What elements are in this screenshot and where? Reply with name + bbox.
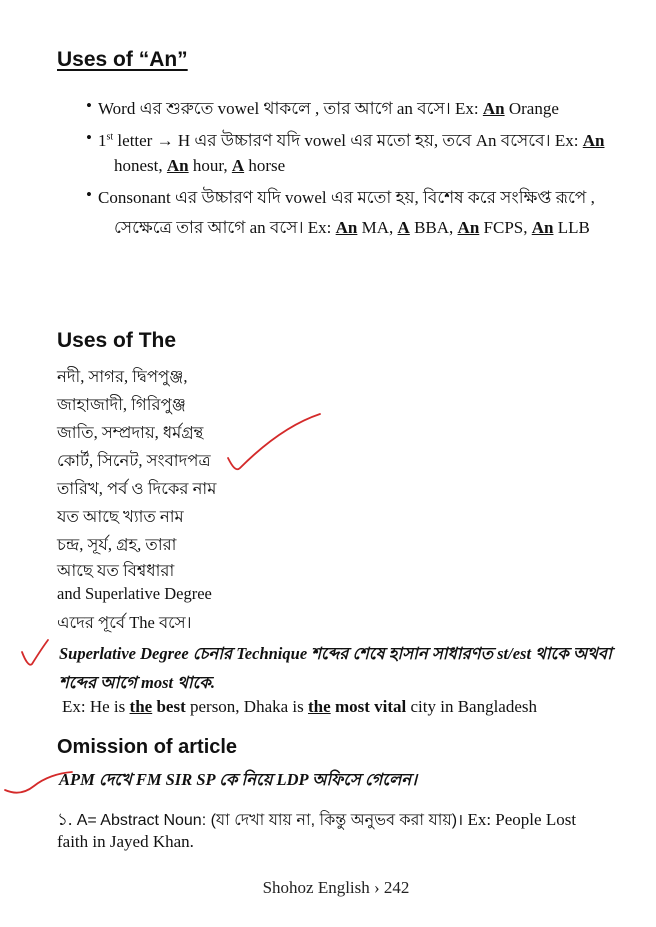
the-list-line: কোর্ট, সিনেট, সংবাদপত্র <box>57 451 211 470</box>
superlative-example: Ex: He is the best person, Dhaka is the most vital city in Bangladesh <box>62 697 538 716</box>
bullet-3-text: Consonant এর উচ্চারণ যদি vowel এর মতো হয়, বিশেষ করে সংক্ষিপ্ত রূপে , <box>98 188 595 207</box>
bullet-1-text: Word এর শুরুতে vowel থাকলে , তার আগে an বসে। Ex: An Orange <box>98 99 559 118</box>
section-heading-the: Uses of The <box>57 329 177 352</box>
the-list-line: জাহাজাদী, গিরিপুঞ্জ <box>57 395 186 414</box>
the-list-line: তারিখ, পর্ব ও দিকের নাম <box>57 479 217 498</box>
omission-mnemonic: APM দেখে FM SIR SP কে নিয়ে LDP অফিসে গেলেন। <box>59 770 418 789</box>
the-list-line: and Superlative Degree <box>57 584 212 603</box>
omission-rule-1: ১. A= Abstract Noun: (যা দেখা যায় না, কিন্তু অনুভব করা যায়)। Ex: People Lost <box>57 810 577 829</box>
the-list-line: নদী, সাগর, দ্বিপপুঞ্জ, <box>57 367 188 386</box>
the-list-line: চন্দ্র, সূর্য, গ্রহ, তারা <box>57 535 177 554</box>
the-list-line: জাতি, সম্প্রদায়, ধর্মগ্রন্থ <box>57 423 204 442</box>
bullet-3: • <box>86 185 92 204</box>
bullet-3-text-cont: সেক্ষেত্রে তার আগে an বসে। Ex: An MA, A BBA, An FCPS, An LLB <box>114 218 590 237</box>
superlative-technique-line-1: Superlative Degree চেনার Technique শব্দের শেষে হাসান সাধারণত st/est থাকে অথবা <box>59 644 612 663</box>
section-heading-an: Uses of “An” <box>57 48 188 71</box>
the-list-line: যত আছে খ্যাত নাম <box>57 507 184 526</box>
the-list-line: এদের পূর্বে The বসে। <box>57 613 192 632</box>
check-mark-icon <box>22 640 48 665</box>
superlative-technique-line-2: শব্দের আগে most থাকে. <box>59 673 215 692</box>
bullet-2: • <box>86 128 92 147</box>
arrow-icon: → <box>156 131 174 150</box>
the-list-line: আছে যত বিশ্বধারা <box>57 561 175 580</box>
bullet-2-text: 1st letter → H এর উচ্চারণ যদি vowel এর মতো হয়, তবে An বসেবে। Ex: An <box>98 131 605 150</box>
omission-rule-1-cont: faith in Jayed Khan. <box>57 832 194 851</box>
check-mark-icon <box>228 414 320 469</box>
page-footer: Shohoz English › 242 <box>262 878 410 897</box>
bullet-1: • <box>86 96 92 115</box>
bullet-2-text-cont: honest, An hour, A horse <box>114 156 286 175</box>
underline-stroke-icon <box>5 772 72 793</box>
section-heading-omission: Omission of article <box>57 736 238 758</box>
